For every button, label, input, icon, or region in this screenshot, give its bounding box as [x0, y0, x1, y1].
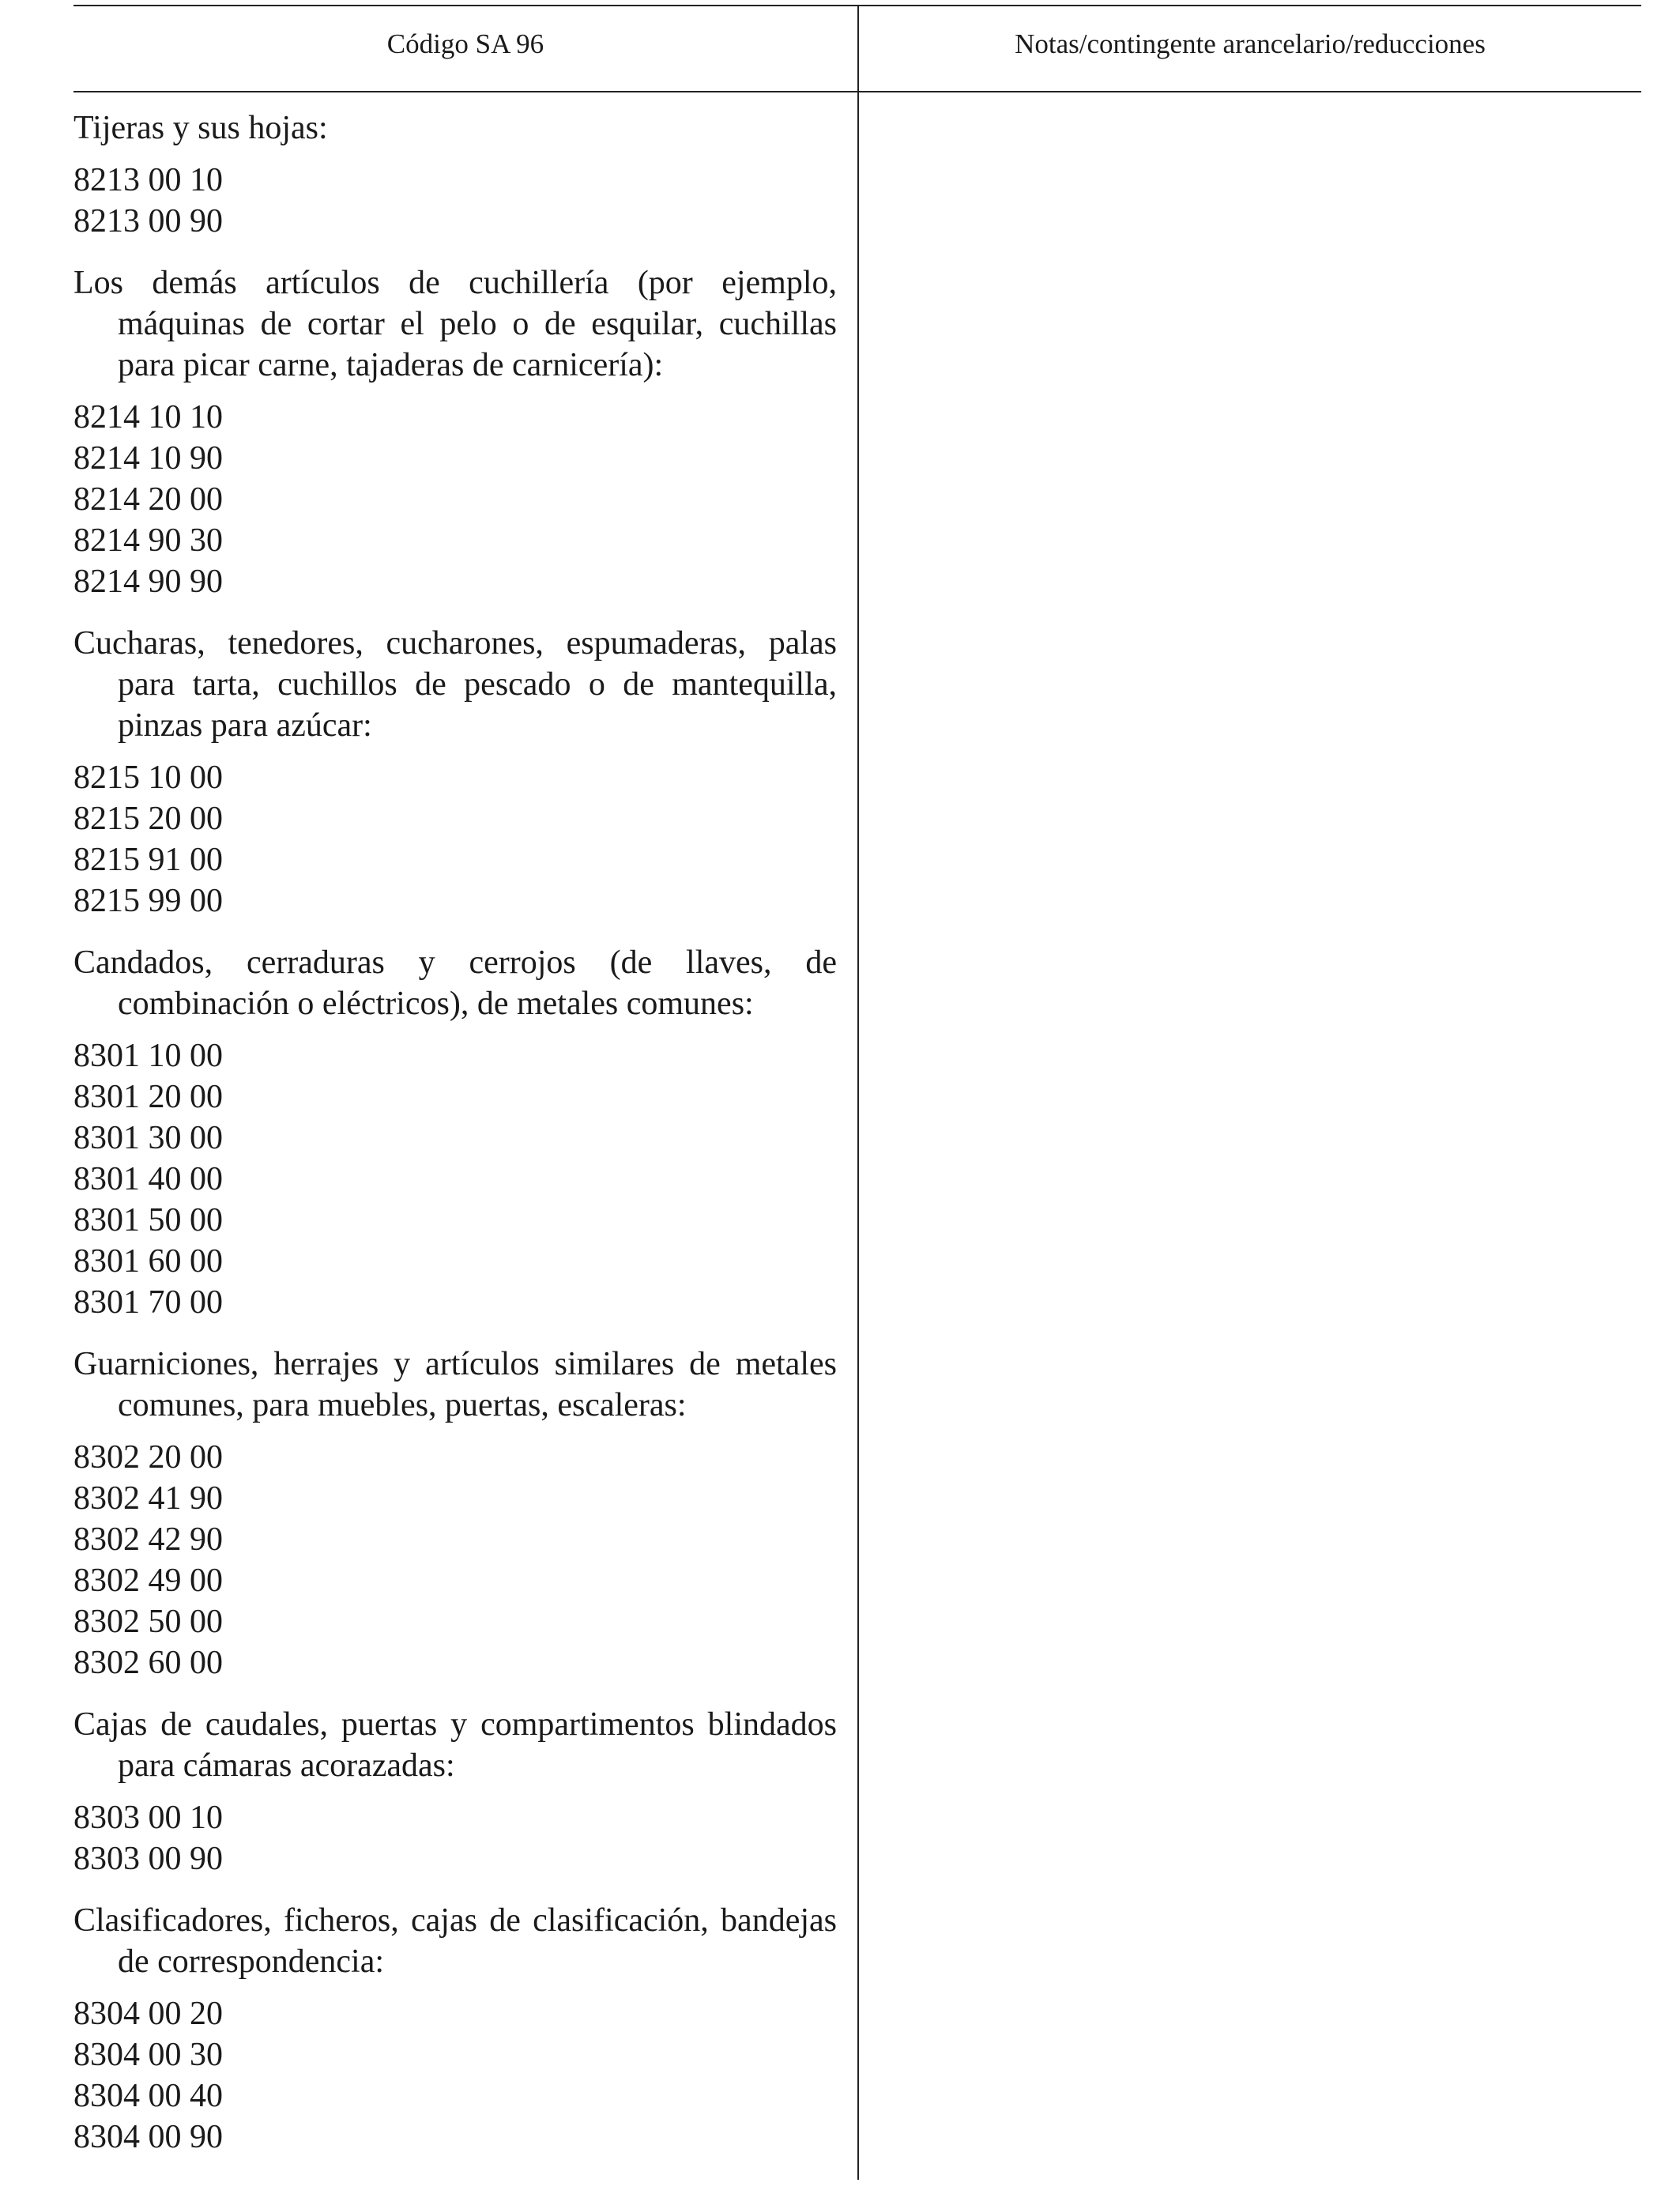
hs-code: 8302 41 90 [73, 1480, 223, 1517]
hs-code: 8303 00 90 [73, 1841, 223, 1877]
hs-code: 8302 20 00 [73, 1439, 223, 1476]
tariff-group [73, 1704, 837, 1879]
group-description: Tijeras y sus hojas: [73, 110, 328, 146]
tariff-group [73, 1900, 837, 2158]
hs-code: 8301 60 00 [73, 1243, 223, 1280]
hs-code: 8214 90 90 [73, 564, 223, 600]
hs-code: 8302 50 00 [73, 1604, 223, 1640]
hs-code: 8303 00 10 [73, 1800, 223, 1836]
tariff-group [73, 623, 837, 922]
group-description: Cucharas, tenedores, cucharones, espumaderas, palas para tarta, cuchillos de pescado o de mantequilla, pinzas para azúcar: [73, 625, 837, 744]
hs-code: 8214 10 90 [73, 440, 223, 477]
hs-code: 8302 42 90 [73, 1521, 223, 1558]
hs-code: 8302 60 00 [73, 1645, 223, 1681]
column-header-code: Código SA 96 [386, 28, 544, 59]
hs-code: 8213 00 90 [73, 203, 223, 239]
hs-code: 8301 30 00 [73, 1120, 223, 1156]
hs-code: 8304 00 20 [73, 1996, 223, 2032]
hs-code: 8301 20 00 [73, 1079, 223, 1115]
hs-code: 8304 00 30 [73, 2037, 223, 2073]
tariff-group [73, 942, 837, 1323]
hs-code: 8302 49 00 [73, 1563, 223, 1599]
hs-code: 8214 90 30 [73, 522, 223, 559]
hs-code: 8215 99 00 [73, 883, 223, 919]
tariff-group [73, 1344, 837, 1683]
hs-code: 8301 10 00 [73, 1038, 223, 1074]
group-description: Clasificadores, ficheros, cajas de clasificación, bandejas de correspondencia: [73, 1902, 837, 1980]
column-header-notes: Notas/contingente arancelario/reducciones [1015, 28, 1486, 59]
tariff-group [73, 107, 837, 242]
notes-column [859, 92, 1641, 2180]
hs-code: 8213 00 10 [73, 162, 223, 198]
hs-code: 8214 20 00 [73, 481, 223, 518]
hs-code: 8214 10 10 [73, 399, 223, 435]
hs-code: 8215 91 00 [73, 842, 223, 878]
hs-code: 8301 40 00 [73, 1161, 223, 1197]
hs-code: 8215 20 00 [73, 801, 223, 837]
group-description: Guarniciones, herrajes y artículos similares de metales comunes, para muebles, puertas, escaleras: [73, 1346, 837, 1423]
code-column [73, 107, 837, 2178]
hs-code: 8215 10 00 [73, 760, 223, 796]
group-description: Cajas de caudales, puertas y compartimentos blindados para cámaras acorazadas: [73, 1706, 837, 1784]
group-description: Los demás artículos de cuchillería (por ejemplo, máquinas de cortar el pelo o de esquilar, cuchillas para picar carne, tajaderas de carnicería): [73, 265, 837, 383]
group-description: Candados, cerraduras y cerrojos (de llaves, de combinación o eléctricos), de metales comunes: [73, 944, 837, 1022]
tariff-group [73, 262, 837, 602]
hs-code: 8301 70 00 [73, 1284, 223, 1321]
hs-code: 8304 00 40 [73, 2078, 223, 2114]
hs-code: 8301 50 00 [73, 1202, 223, 1238]
hs-code: 8304 00 90 [73, 2119, 223, 2155]
